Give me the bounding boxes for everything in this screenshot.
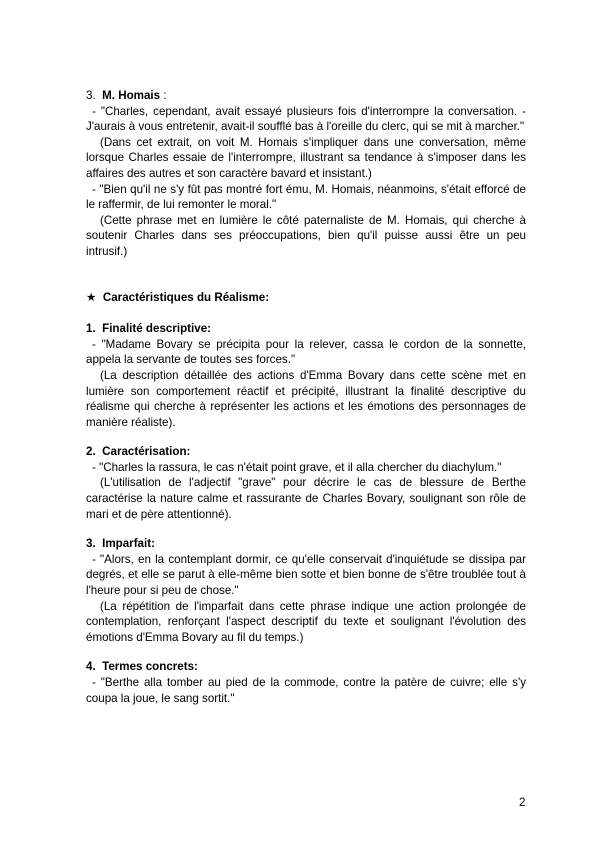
section-title: M. Homais (102, 89, 161, 102)
section-homais-heading (86, 88, 526, 104)
section-title: Imparfait: (102, 537, 155, 551)
section-heading (86, 321, 526, 337)
comment-paragraph: (La répétition de l'imparfait dans cette phrase indique une action prolongée de contemplation, renforçant l'aspect descriptif du texte et soulignant l'évolution des émotions d'Emma Bovary au fil du temps.) (86, 599, 526, 644)
section-number: 4. (86, 660, 96, 674)
section-heading (86, 444, 526, 460)
quote-paragraph: - "Berthe alla tomber au pied de la commode, contre la patère de cuivre; elle s'y coupa la joue, le sang sortit." (86, 676, 526, 705)
section-heading (86, 536, 526, 552)
section-title: Finalité descriptive: (102, 322, 212, 336)
quote-paragraph: - "Charles, cependant, avait essayé plusieurs fois d'interrompre la conversation. - J'aurais à vous entretenir, avait-il soufflé bas à l'oreille du clerc, qui se mit à marcher." (86, 104, 526, 134)
star-icon: ★ (86, 290, 97, 304)
section-number: 1. (86, 322, 96, 336)
quote-paragraph: - "Madame Bovary se précipita pour la relever, cassa le cordon de la sonnette, appela la servante de toutes ses forces." (86, 337, 526, 367)
comment-paragraph: (Cette phrase met en lumière le côté paternaliste de M. Homais, qui cherche à soutenir Charles dans ses préoccupations, bien qu'il puisse aussi être un peu intrusif.) (86, 213, 526, 258)
document-page (86, 88, 526, 706)
comment-paragraph: (Dans cet extrait, on voit M. Homais s'impliquer dans une conversation, même lorsque Charles essaie de l'interrompre, illustrant sa tendance à s'imposer dans les affaires des autres et son caractère bavard et insistant.) (86, 135, 526, 180)
section-colon: : (160, 89, 167, 102)
section-title: Termes concrets: (102, 660, 198, 674)
section-number: 3. (86, 537, 96, 551)
section-number: 3. (86, 89, 96, 102)
page-number: 2 (519, 796, 526, 809)
comment-paragraph: (La description détaillée des actions d'Emma Bovary dans cette scène met en lumière son comportement réactif et précipité, illustrant la finalité descriptive du réalisme qui cherche à représenter les actions et les émotions des personnages de manière réaliste). (86, 368, 526, 429)
realism-heading (86, 290, 526, 306)
quote-paragraph: - "Bien qu'il ne s'y fût pas montré fort ému, M. Homais, néanmoins, s'était efforcé de le raffermir, de lui remonter le moral." (86, 182, 526, 212)
section-heading (86, 659, 526, 675)
quote-paragraph: - "Alors, en la contemplant dormir, ce qu'elle conservait d'inquiétude se dissipa par degrés, et elle se parut à elle-même bien sotte et bien bonne de s'être troublée tout à l'heure pour si peu de chose." (86, 552, 526, 598)
realism-heading-text: Caractéristiques du Réalisme: (102, 290, 270, 304)
section-title: Caractérisation: (102, 445, 191, 459)
quote-paragraph: - "Charles la rassura, le cas n'était point grave, et il alla chercher du diachylum." (92, 460, 502, 474)
comment-paragraph: (L'utilisation de l'adjectif "grave" pour décrire le cas de blessure de Berthe caractérise la nature calme et rassurante de Charles Bovary, soulignant son rôle de mari et de père attentionné). (86, 476, 526, 521)
section-number: 2. (86, 445, 96, 459)
